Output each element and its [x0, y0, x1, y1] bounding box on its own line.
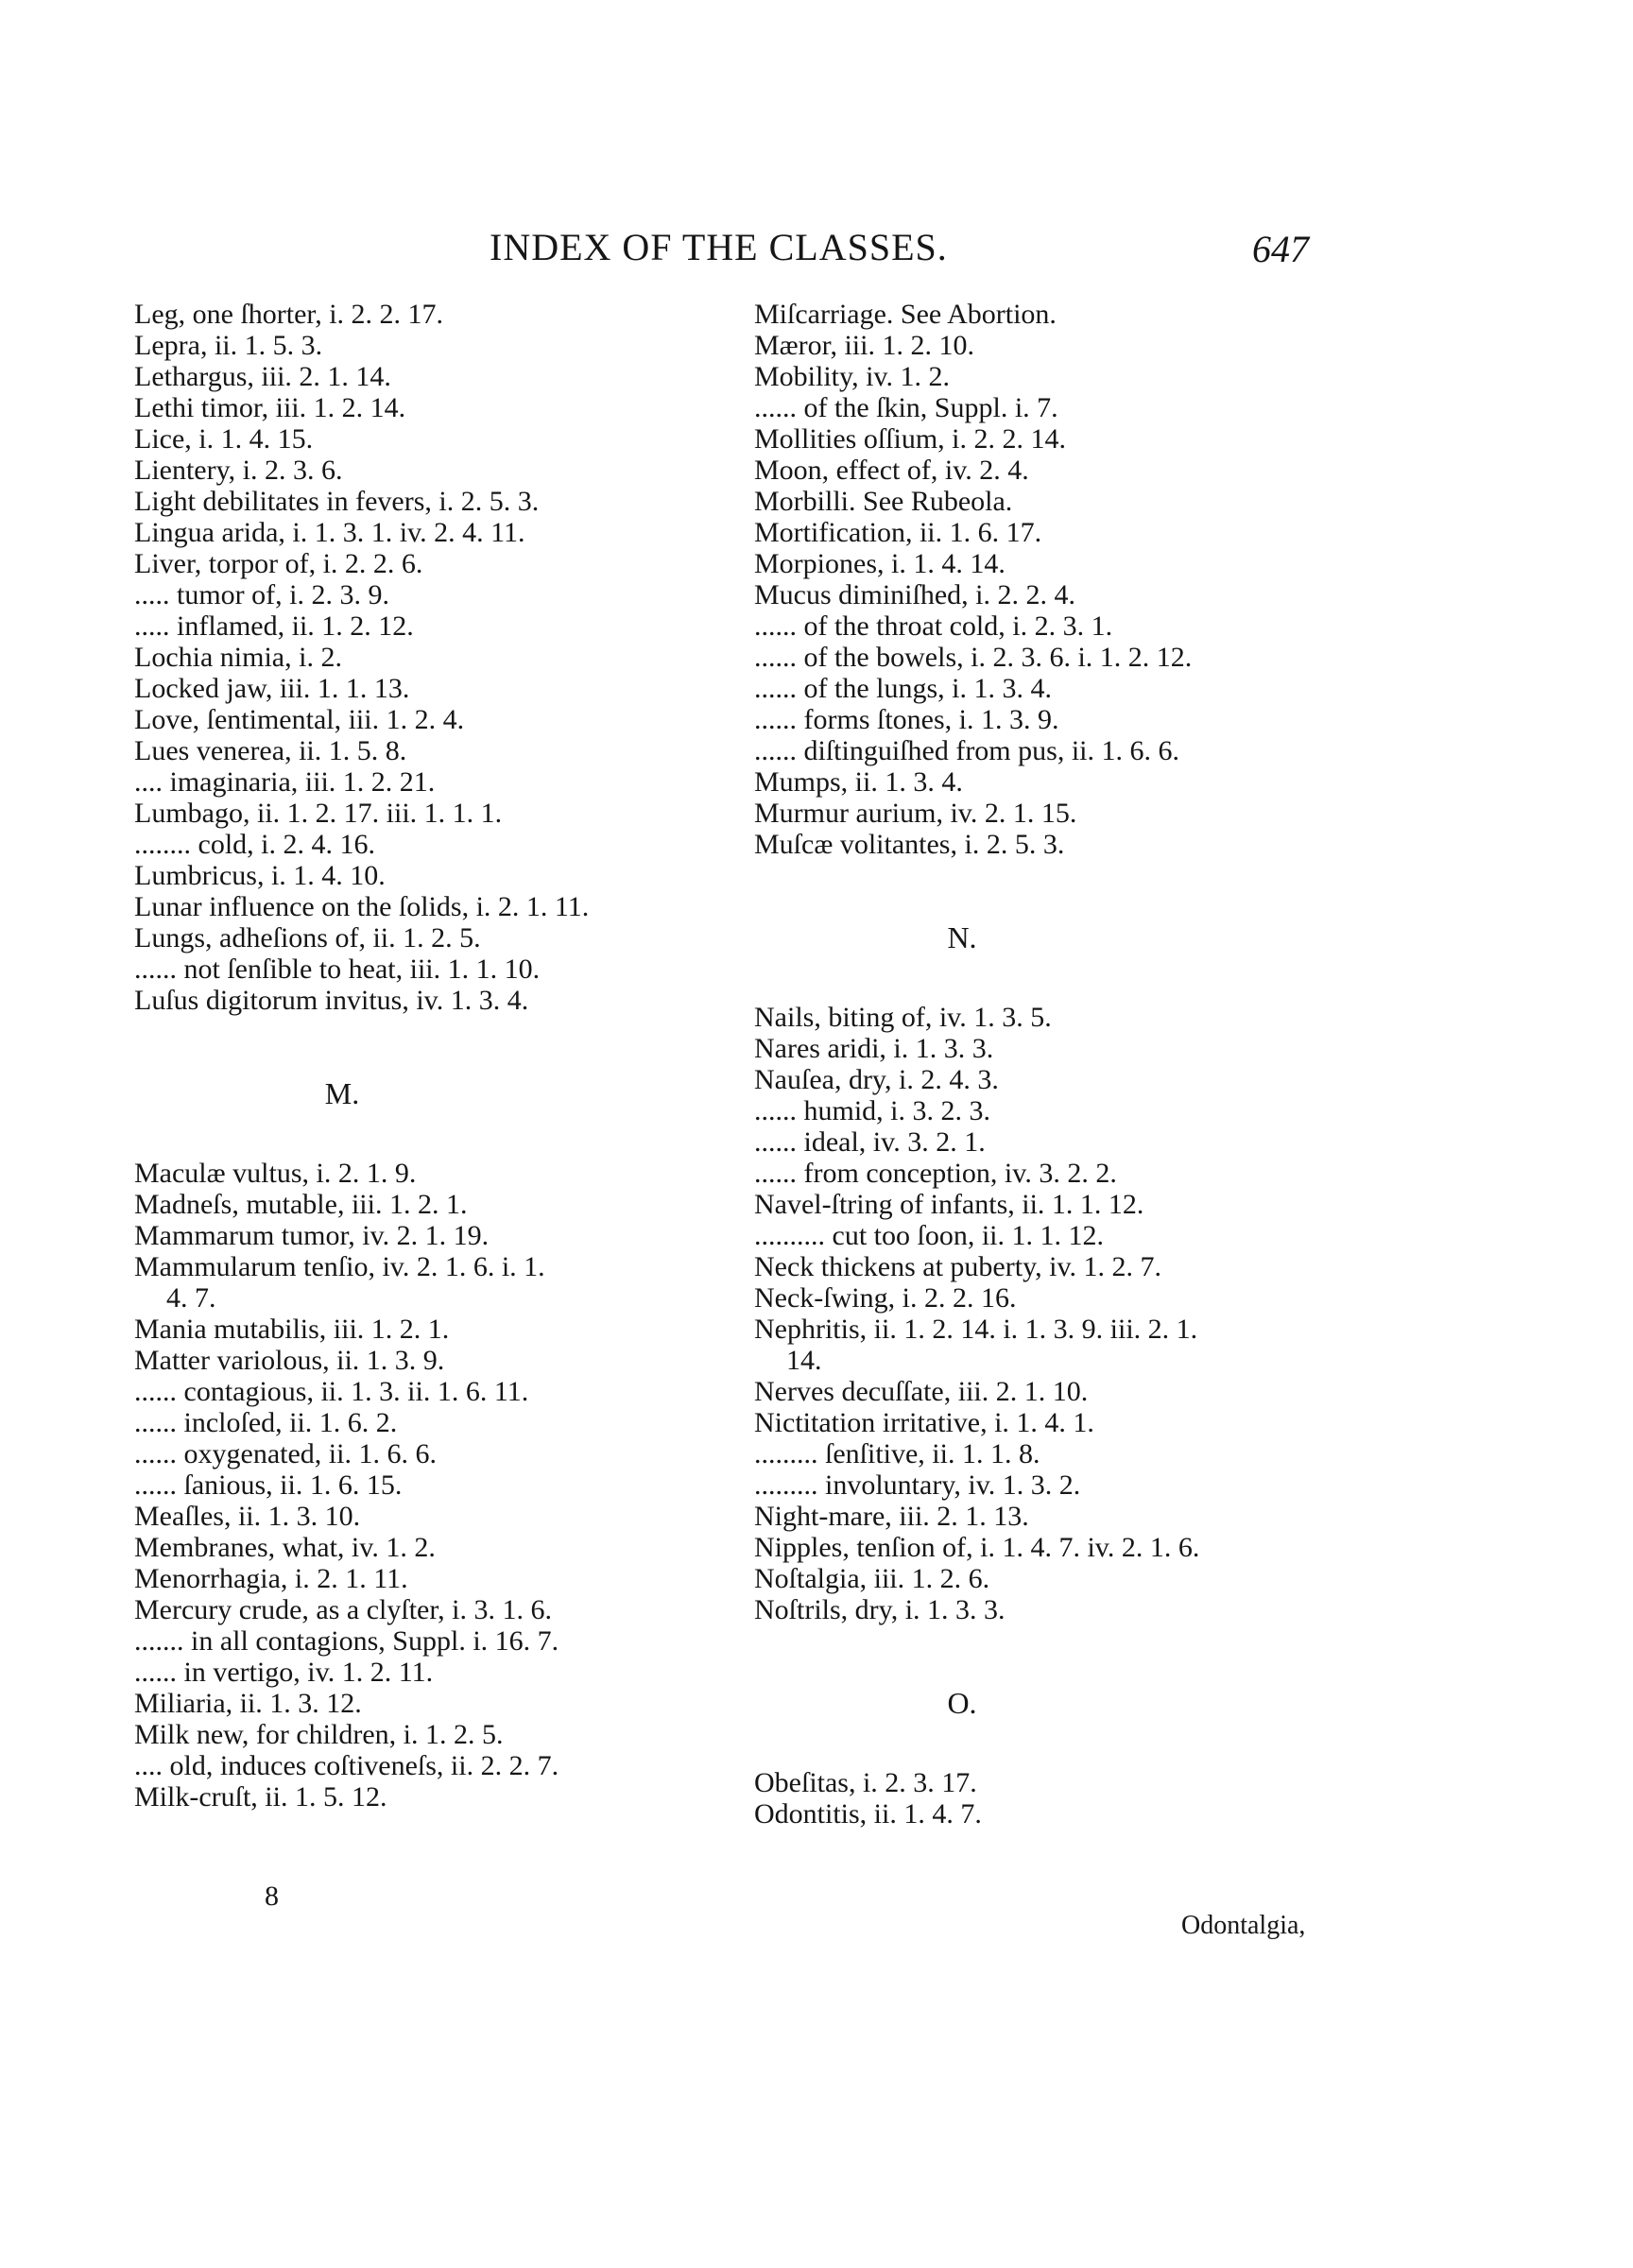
index-subentry: ...... incloſed, ii. 1. 6. 2.	[134, 1407, 398, 1438]
index-entry: Morpiones, i. 1. 4. 14.	[754, 548, 1006, 579]
index-entry: Noſtrils, dry, i. 1. 3. 3.	[754, 1594, 1006, 1625]
index-entry: Milk new, for children, i. 1. 2. 5.	[134, 1719, 504, 1750]
index-subentry: ...... from conception, iv. 3. 2. 2.	[754, 1158, 1117, 1189]
index-entry: Menorrhagia, i. 2. 1. 11.	[134, 1563, 408, 1594]
index-entry: Mæror, iii. 1. 2. 10.	[754, 330, 974, 361]
index-entry: Light debilitates in fevers, i. 2. 5. 3.	[134, 486, 540, 517]
index-entry: Navel-ſtring of infants, ii. 1. 1. 12.	[754, 1189, 1144, 1220]
spacer	[134, 1110, 739, 1158]
index-subentry: ...... of the lungs, i. 1. 3. 4.	[754, 673, 1052, 704]
index-entry: Mucus diminiſhed, i. 2. 2. 4.	[754, 579, 1075, 610]
spacer	[754, 1720, 1359, 1767]
printer-signature: 8	[265, 1881, 279, 1912]
index-entry: Meaſles, ii. 1. 3. 10.	[134, 1501, 361, 1532]
index-entry: Moon, effect of, iv. 2. 4.	[754, 455, 1029, 486]
index-entry: Miliaria, ii. 1. 3. 12.	[134, 1688, 362, 1719]
index-entry: Membranes, what, iv. 1. 2.	[134, 1532, 436, 1563]
index-entry: Liver, torpor of, i. 2. 2. 6.	[134, 548, 423, 579]
index-entry: Odontitis, ii. 1. 4. 7.	[754, 1798, 982, 1830]
spacer	[754, 860, 1359, 920]
index-entry: Mammarum tumor, iv. 2. 1. 19.	[134, 1220, 490, 1251]
section-heading-o: O.	[947, 1686, 977, 1720]
index-entry: Mobility, iv. 1. 2.	[754, 361, 950, 392]
index-entry: Maculæ vultus, i. 2. 1. 9.	[134, 1158, 417, 1189]
index-entry: Lumbago, ii. 1. 2. 17. iii. 1. 1. 1.	[134, 798, 503, 829]
index-entry: Love, ſentimental, iii. 1. 2. 4.	[134, 704, 465, 735]
index-subentry: ......... ſenſitive, ii. 1. 1. 8.	[754, 1438, 1040, 1469]
index-entry: Neck-ſwing, i. 2. 2. 16.	[754, 1282, 1017, 1314]
index-entry: Mercury crude, as a clyſter, i. 3. 1. 6.	[134, 1594, 552, 1625]
index-entry-continuation: 4. 7.	[166, 1282, 216, 1314]
index-entry: Locked jaw, iii. 1. 1. 13.	[134, 673, 410, 704]
index-entry: Lepra, ii. 1. 5. 3.	[134, 330, 323, 361]
page-number: 647	[1252, 228, 1309, 270]
index-subentry: .......... cut too ſoon, ii. 1. 1. 12.	[754, 1220, 1104, 1251]
index-subentry: ...... in vertigo, iv. 1. 2. 11.	[134, 1657, 434, 1688]
index-subentry: ........ cold, i. 2. 4. 16.	[134, 829, 375, 860]
index-entry: Miſcarriage. See Abortion.	[754, 299, 1057, 330]
index-entry: Madneſs, mutable, iii. 1. 2. 1.	[134, 1189, 468, 1220]
index-entry: Luſus digitorum invitus, iv. 1. 3. 4.	[134, 985, 529, 1016]
page-header	[0, 225, 1633, 282]
index-entry: Lingua arida, i. 1. 3. 1. iv. 2. 4. 11.	[134, 517, 525, 548]
catchword: Odontalgia,	[1181, 1911, 1306, 1940]
spacer	[754, 1625, 1359, 1686]
index-entry: Muſcæ volitantes, i. 2. 5. 3.	[754, 829, 1065, 860]
index-subentry: ...... not ſenſible to heat, iii. 1. 1. 10.	[134, 954, 541, 985]
index-subentry: ....... in all contagions, Suppl. i. 16. 7.	[134, 1625, 559, 1657]
index-entry: Milk-cruſt, ii. 1. 5. 12.	[134, 1781, 387, 1813]
spacer	[754, 954, 1359, 1002]
running-title: INDEX OF THE CLASSES.	[490, 226, 948, 268]
index-subentry: ..... inflamed, ii. 1. 2. 12.	[134, 610, 414, 642]
index-subentry: ......... involuntary, iv. 1. 3. 2.	[754, 1469, 1081, 1501]
index-entry: Night-mare, iii. 2. 1. 13.	[754, 1501, 1029, 1532]
index-entry: Mortification, ii. 1. 6. 17.	[754, 517, 1042, 548]
index-entry: Lice, i. 1. 4. 15.	[134, 423, 314, 455]
index-entry: Leg, one ſhorter, i. 2. 2. 17.	[134, 299, 444, 330]
index-subentry: ...... contagious, ii. 1. 3. ii. 1. 6. 11.	[134, 1376, 529, 1407]
section-heading-n: N.	[947, 920, 977, 954]
index-subentry: .... old, induces coſtiveneſs, ii. 2. 2. 7.	[134, 1750, 559, 1781]
index-entry: Nephritis, ii. 1. 2. 14. i. 1. 3. 9. iii. 2. 1.	[754, 1314, 1198, 1345]
index-entry: Nails, biting of, iv. 1. 3. 5.	[754, 1002, 1052, 1033]
left-column	[134, 299, 739, 1813]
index-entry: Obeſitas, i. 2. 3. 17.	[754, 1767, 977, 1798]
index-entry: Lumbricus, i. 1. 4. 10.	[134, 860, 386, 891]
index-subentry: ...... humid, i. 3. 2. 3.	[754, 1095, 991, 1126]
spacer	[134, 1016, 739, 1076]
index-entry: Neck thickens at puberty, iv. 1. 2. 7.	[754, 1251, 1162, 1282]
index-entry: Lethargus, iii. 2. 1. 14.	[134, 361, 391, 392]
index-entry: Nictitation irritative, i. 1. 4. 1.	[754, 1407, 1094, 1438]
index-subentry: ...... ſanious, ii. 1. 6. 15.	[134, 1469, 403, 1501]
index-subentry: ...... of the throat cold, i. 2. 3. 1.	[754, 610, 1113, 642]
index-subentry: ...... oxygenated, ii. 1. 6. 6.	[134, 1438, 437, 1469]
index-entry: Mumps, ii. 1. 3. 4.	[754, 766, 963, 798]
index-entry: Murmur aurium, iv. 2. 1. 15.	[754, 798, 1077, 829]
index-entry: Nerves decuſſate, iii. 2. 1. 10.	[754, 1376, 1089, 1407]
index-entry: Lientery, i. 2. 3. 6.	[134, 455, 343, 486]
index-subentry: ...... forms ſtones, i. 1. 3. 9.	[754, 704, 1059, 735]
index-subentry: ..... tumor of, i. 2. 3. 9.	[134, 579, 389, 610]
index-subentry: ...... diſtinguiſhed from pus, ii. 1. 6. 6.	[754, 735, 1179, 766]
section-heading-m: M.	[324, 1076, 360, 1110]
index-entry: Mania mutabilis, iii. 1. 2. 1.	[134, 1314, 450, 1345]
index-entry: Nipples, tenſion of, i. 1. 4. 7. iv. 2. 1. 6.	[754, 1532, 1200, 1563]
index-subentry: ...... of the ſkin, Suppl. i. 7.	[754, 392, 1058, 423]
right-column	[754, 299, 1359, 1830]
index-entry: Mammularum tenſio, iv. 2. 1. 6. i. 1.	[134, 1251, 545, 1282]
index-entry: Mollities oſſium, i. 2. 2. 14.	[754, 423, 1067, 455]
index-entry: Lunar influence on the ſolids, i. 2. 1. 11.	[134, 891, 590, 922]
index-entry: Lethi timor, iii. 1. 2. 14.	[134, 392, 406, 423]
index-entry-continuation: 14.	[786, 1345, 822, 1376]
index-entry: Lues venerea, ii. 1. 5. 8.	[134, 735, 407, 766]
index-entry: Nauſea, dry, i. 2. 4. 3.	[754, 1064, 999, 1095]
index-entry: Nares aridi, i. 1. 3. 3.	[754, 1033, 994, 1064]
index-entry: Morbilli. See Rubeola.	[754, 486, 1013, 517]
index-entry: Lochia nimia, i. 2.	[134, 642, 342, 673]
index-entry: Noſtalgia, iii. 1. 2. 6.	[754, 1563, 990, 1594]
index-subentry: .... imaginaria, iii. 1. 2. 21.	[134, 766, 436, 798]
index-entry: Lungs, adheſions of, ii. 1. 2. 5.	[134, 922, 481, 954]
index-entry: Matter variolous, ii. 1. 3. 9.	[134, 1345, 445, 1376]
index-subentry: ...... ideal, iv. 3. 2. 1.	[754, 1126, 986, 1158]
index-subentry: ...... of the bowels, i. 2. 3. 6. i. 1. 2. 12.	[754, 642, 1193, 673]
